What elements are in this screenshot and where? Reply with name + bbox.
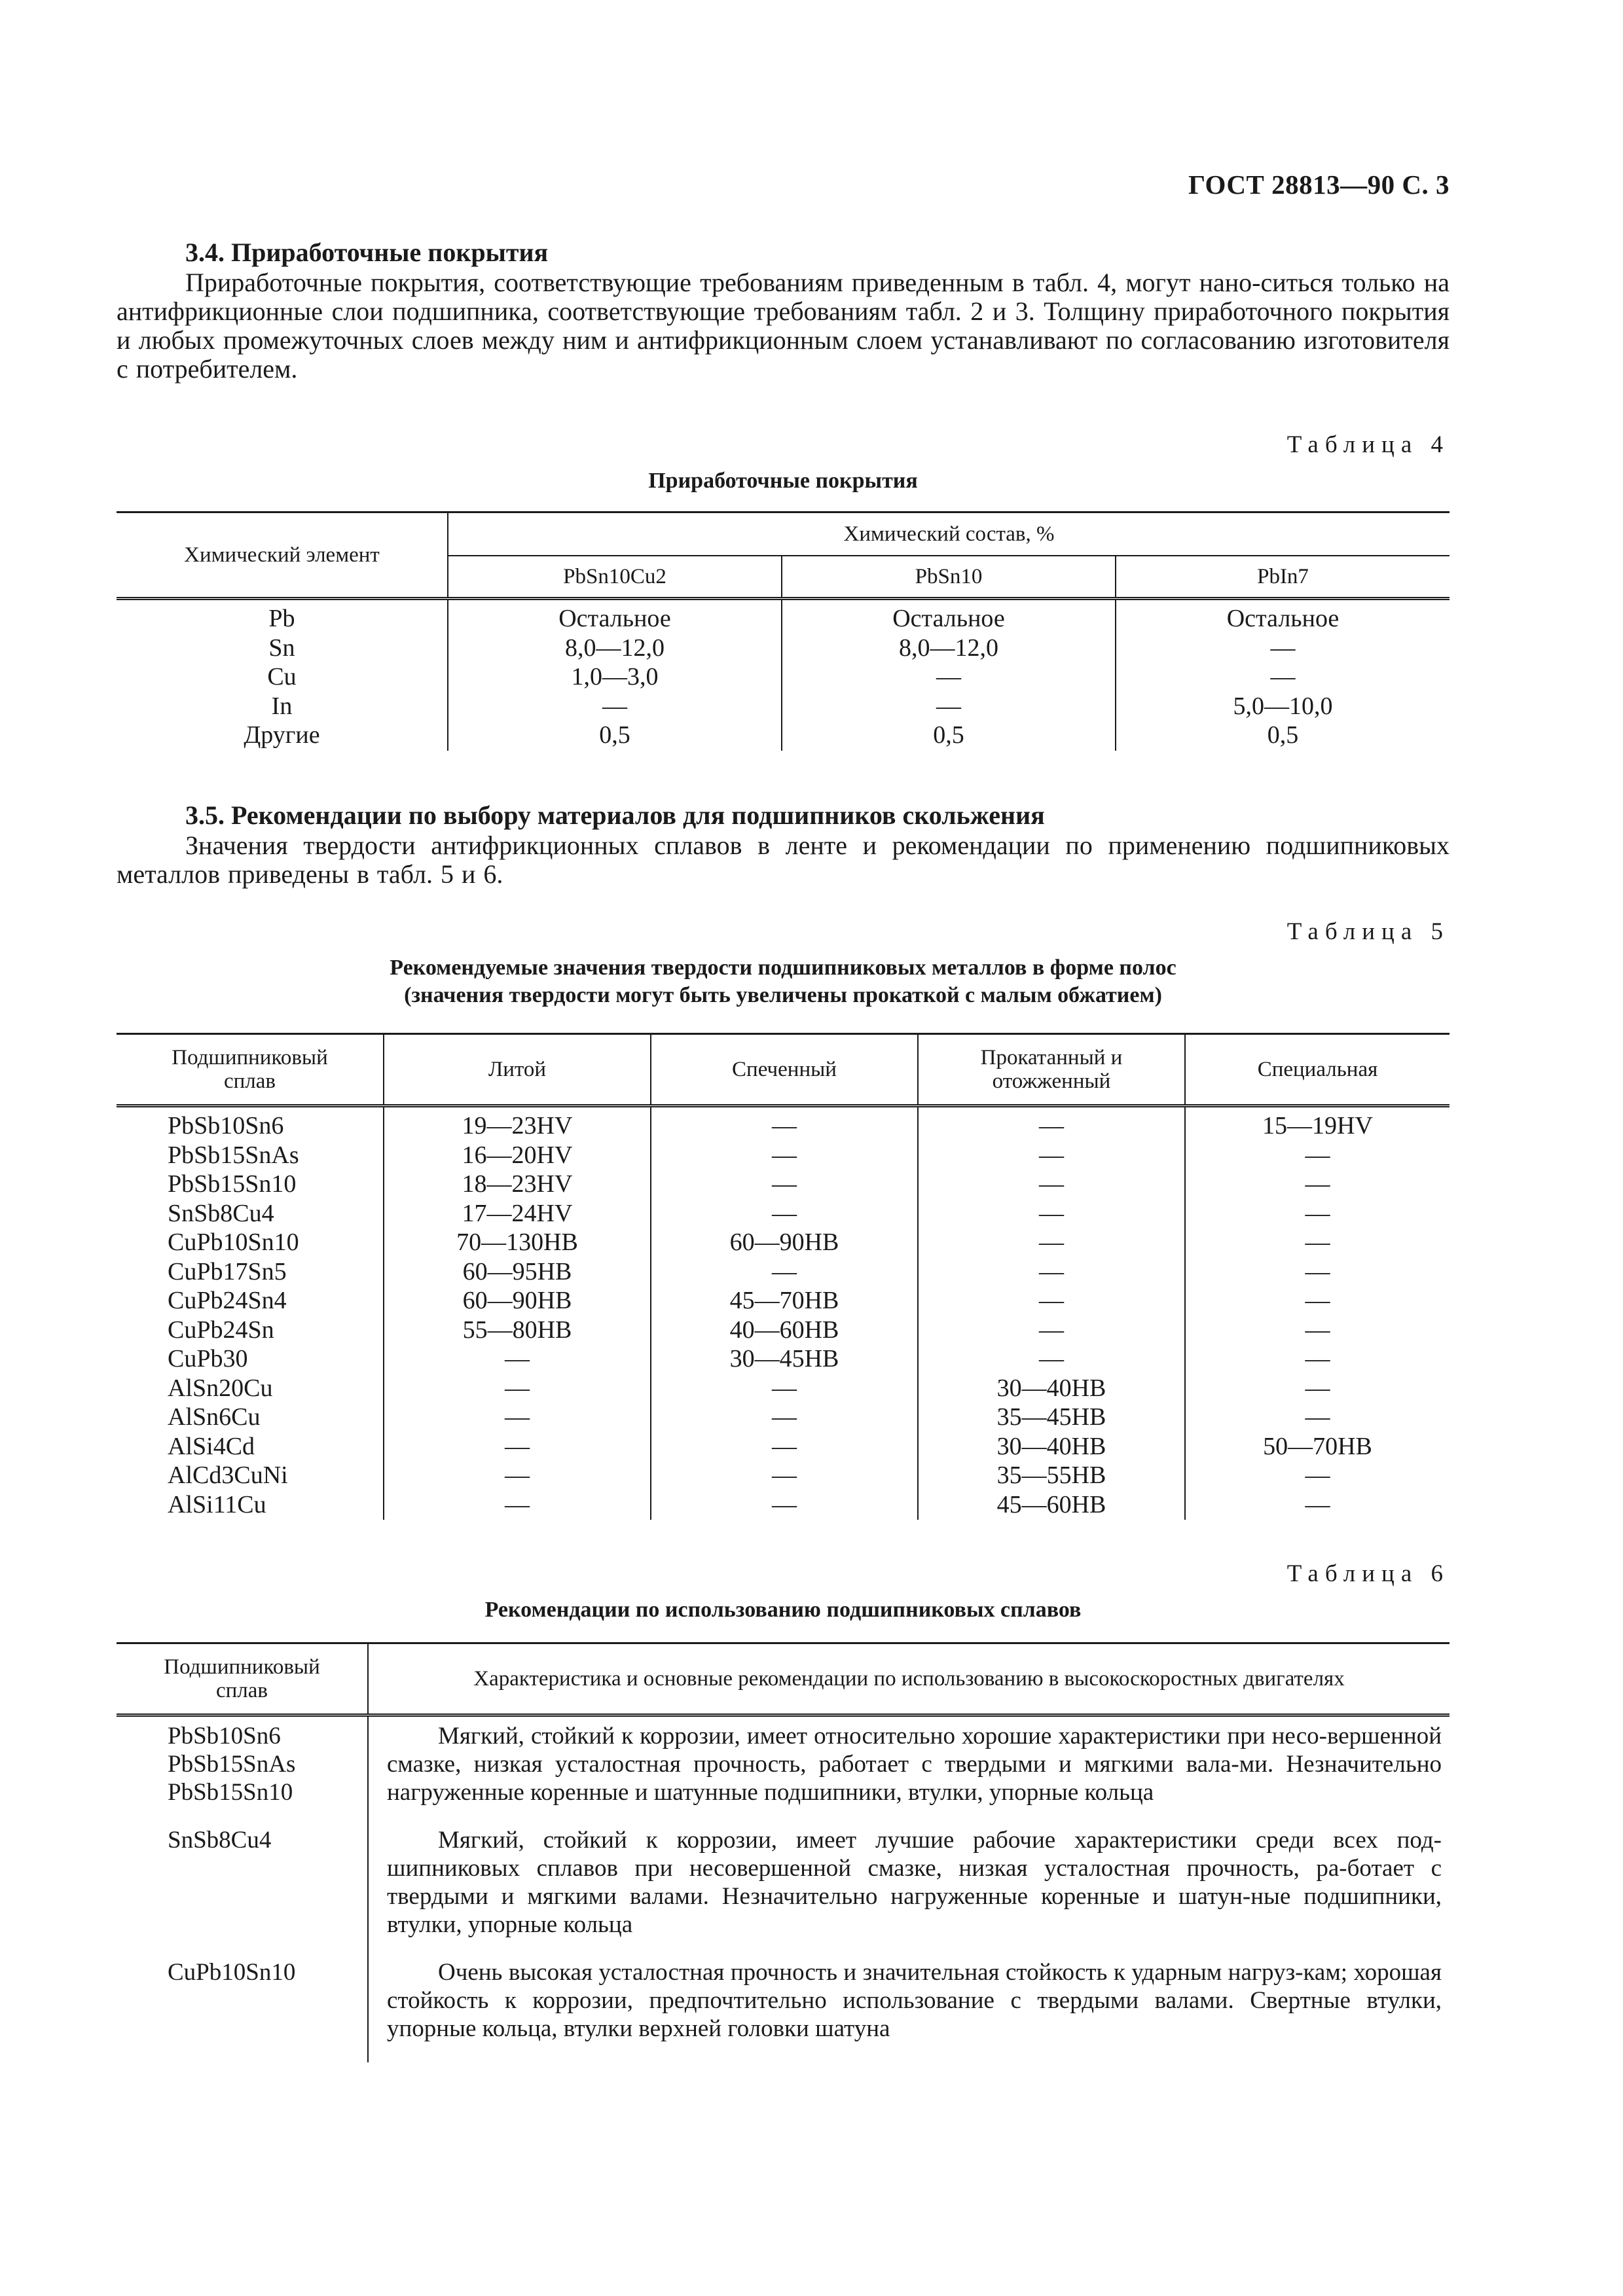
rolled-cell: 35—55HB bbox=[996, 1462, 1106, 1489]
value-cell: — bbox=[1270, 634, 1296, 662]
rolled-cell: — bbox=[1039, 1229, 1064, 1256]
alloy-cell: AlSi11Cu bbox=[168, 1490, 266, 1518]
rolled-cell: — bbox=[1039, 1257, 1064, 1285]
header-description: Характеристика и основные рекомендации по использованию в высокоскоростных двигателях bbox=[368, 1643, 1450, 1715]
special-cell: — bbox=[1305, 1170, 1330, 1198]
rolled-list bbox=[919, 1111, 1184, 1519]
cast-cell: 17—24HV bbox=[462, 1199, 573, 1227]
table-title: Приработочные покрытия bbox=[648, 469, 918, 493]
table-row bbox=[117, 1715, 1450, 1827]
sintered-cell: 40—60HB bbox=[729, 1316, 839, 1344]
header-alloy: Подшипниковый сплав bbox=[164, 1655, 320, 1702]
value-cell: Остальное bbox=[558, 605, 671, 632]
table-6-block bbox=[117, 1561, 1450, 2062]
section-3-5 bbox=[117, 800, 1450, 889]
description-text: Мягкий, стойкий к коррозии, имеет лучшие рабочие характеристики среди всех под-шипниковых сплавов при несовершенной смазке, низкая усталостная прочность, ра-ботает с твердыми и мягкими валами. Незначительно нагруженные коренные и шатун-ные подшипники, втулки, упорные кольца bbox=[387, 1827, 1442, 1938]
value-cell: 1,0—3,0 bbox=[571, 663, 659, 691]
cast-cell: — bbox=[505, 1374, 530, 1402]
element-cell: Sn bbox=[268, 634, 295, 662]
header-column: PbIn7 bbox=[1116, 556, 1450, 599]
alloy-cell: AlSi4Cd bbox=[168, 1432, 255, 1460]
cast-cell: — bbox=[505, 1403, 530, 1431]
rolled-cell: 45—60HB bbox=[996, 1490, 1106, 1518]
alloy-cell: PbSb15Sn10 bbox=[168, 1170, 297, 1198]
alloy-cell: AlSn20Cu bbox=[168, 1374, 273, 1402]
cast-cell: 60—90HB bbox=[462, 1287, 572, 1314]
cast-cell: — bbox=[505, 1462, 530, 1489]
rolled-cell: — bbox=[1039, 1345, 1064, 1372]
value-cell: 8,0—12,0 bbox=[565, 634, 665, 662]
cast-cell: 16—20HV bbox=[462, 1141, 573, 1169]
alloy-cell: PbSb10Sn6 bbox=[168, 1112, 284, 1139]
sintered-cell: — bbox=[772, 1170, 797, 1198]
description-text: Мягкий, стойкий к коррозии, имеет относительно хорошие характеристики при несо-вершенной смазке, низкая усталостная прочность, работает с твердыми и мягкими вала-ми. Незначительно нагруженные коренные и шатунные подшипники, втулки, упорные кольца bbox=[387, 1723, 1442, 1806]
rolled-cell: — bbox=[1039, 1141, 1064, 1169]
header-column: PbSn10Cu2 bbox=[448, 556, 782, 599]
section-title: 3.5. Рекомендации по выбору материалов для подшипников скольжения bbox=[185, 800, 1045, 830]
element-cell: Pb bbox=[268, 605, 295, 632]
sintered-cell: — bbox=[772, 1490, 797, 1518]
cast-cell: 19—23HV bbox=[462, 1112, 573, 1139]
element-list bbox=[117, 604, 447, 750]
rolled-cell: 35—45HB bbox=[996, 1403, 1106, 1431]
table-label: Таблица 5 bbox=[1286, 918, 1450, 945]
value-list bbox=[783, 604, 1114, 750]
alloy-name: PbSb10Sn6 bbox=[168, 1723, 281, 1749]
rolled-cell: 30—40HB bbox=[996, 1432, 1106, 1460]
special-cell: — bbox=[1305, 1316, 1330, 1344]
special-cell: — bbox=[1305, 1490, 1330, 1518]
sintered-cell: — bbox=[772, 1112, 797, 1139]
header-special: Специальная bbox=[1185, 1034, 1450, 1106]
value-cell: — bbox=[602, 692, 627, 720]
alloy-cell bbox=[117, 1958, 368, 2062]
section-paragraph: Значения твердости антифрикционных сплавов в ленте и рекомендации по применению подшипниковых металлов приведены в табл. 5 и 6. bbox=[117, 831, 1450, 889]
sintered-cell: — bbox=[772, 1432, 797, 1460]
value-cell: — bbox=[936, 663, 961, 691]
table-row bbox=[117, 599, 1450, 751]
alloy-cell: CuPb10Sn10 bbox=[168, 1229, 299, 1256]
sintered-cell: — bbox=[772, 1374, 797, 1402]
value-cell: 8,0—12,0 bbox=[899, 634, 998, 662]
value-cell: 0,5 bbox=[599, 721, 630, 749]
sintered-cell: — bbox=[772, 1257, 797, 1285]
alloy-name: CuPb10Sn10 bbox=[168, 1959, 296, 1986]
alloy-name: PbSb15SnAs bbox=[168, 1751, 296, 1778]
value-list bbox=[449, 604, 780, 750]
sintered-list bbox=[652, 1111, 917, 1519]
alloy-cell: CuPb24Sn4 bbox=[168, 1287, 287, 1314]
alloy-list bbox=[168, 1111, 382, 1519]
alloy-name: PbSb15Sn10 bbox=[168, 1779, 293, 1806]
cast-cell: 55—80HB bbox=[462, 1316, 572, 1344]
description-cell bbox=[368, 1958, 1450, 2062]
sintered-cell: 30—45HB bbox=[729, 1345, 839, 1372]
table-6 bbox=[117, 1642, 1450, 2062]
rolled-cell: — bbox=[1039, 1316, 1064, 1344]
value-cell: 5,0—10,0 bbox=[1233, 692, 1333, 720]
alloy-name: SnSb8Cu4 bbox=[168, 1827, 272, 1854]
sintered-cell: 45—70HB bbox=[729, 1287, 839, 1314]
special-cell: — bbox=[1305, 1257, 1330, 1285]
table-5 bbox=[117, 1033, 1450, 1520]
header-alloy: Подшипниковый сплав bbox=[172, 1046, 328, 1093]
alloy-cell: PbSb15SnAs bbox=[168, 1141, 299, 1169]
table-label: Таблица 6 bbox=[1286, 1560, 1450, 1587]
cast-list bbox=[385, 1111, 649, 1519]
table-4-block bbox=[117, 432, 1450, 751]
special-cell: — bbox=[1305, 1345, 1330, 1372]
sintered-cell: 60—90HB bbox=[729, 1229, 839, 1256]
sintered-cell: — bbox=[772, 1141, 797, 1169]
value-cell: 0,5 bbox=[1267, 721, 1299, 749]
special-cell: — bbox=[1305, 1403, 1330, 1431]
value-cell: Остальное bbox=[1226, 605, 1340, 632]
header-sintered: Спеченный bbox=[651, 1034, 918, 1106]
table-row bbox=[117, 1106, 1450, 1520]
cast-cell: 18—23HV bbox=[462, 1170, 573, 1198]
description-text: Очень высокая усталостная прочность и значительная стойкость к ударным нагруз-кам; хорошая стойкость к коррозии, предпочтительно использование с твердыми валами. Свертные втулки, упорные кольца, втулки верхней головки шатуна bbox=[387, 1959, 1442, 2042]
table-row bbox=[117, 1826, 1450, 1958]
alloy-cell: CuPb17Sn5 bbox=[168, 1257, 287, 1285]
rolled-cell: — bbox=[1039, 1199, 1064, 1227]
page-header: ГОСТ 28813—90 С. 3 bbox=[1188, 170, 1450, 200]
table-5-block bbox=[117, 919, 1450, 1520]
sintered-cell: — bbox=[772, 1403, 797, 1431]
element-cell: Cu bbox=[267, 663, 297, 691]
cast-cell: — bbox=[505, 1345, 530, 1372]
table-title: Рекомендации по использованию подшипниковых сплавов bbox=[484, 1598, 1082, 1622]
section-paragraph: Приработочные покрытия, соответствующие требованиям приведенным в табл. 4, могут нано-ситься только на антифрикционные слои подшипника, соответствующие требованиям табл. 2 и 3. Толщину приработочного покрытия и любых промежуточных слоев между ним и антифрикционным слоем устанавливают по согласованию изготовителя с потребителем. bbox=[117, 268, 1450, 384]
rolled-cell: 30—40HB bbox=[996, 1374, 1106, 1402]
section-3-4 bbox=[117, 237, 1450, 384]
alloy-cell: SnSb8Cu4 bbox=[168, 1199, 274, 1227]
cast-cell: 70—130HB bbox=[456, 1229, 578, 1256]
section-title: 3.4. Приработочные покрытия bbox=[185, 238, 549, 267]
header-cast: Литой bbox=[384, 1034, 651, 1106]
element-cell: In bbox=[271, 692, 293, 720]
cast-cell: — bbox=[505, 1432, 530, 1460]
alloy-cell bbox=[117, 1715, 368, 1827]
sintered-cell: — bbox=[772, 1199, 797, 1227]
value-cell: — bbox=[1270, 663, 1296, 691]
header-chemical-composition: Химический состав, % bbox=[448, 512, 1450, 556]
cast-cell: 60—95HB bbox=[462, 1257, 572, 1285]
alloy-cell bbox=[117, 1826, 368, 1958]
special-cell: — bbox=[1305, 1141, 1330, 1169]
rolled-cell: — bbox=[1039, 1170, 1064, 1198]
rolled-cell: — bbox=[1039, 1112, 1064, 1139]
special-cell: — bbox=[1305, 1229, 1330, 1256]
header-chemical-element: Химический элемент bbox=[117, 512, 448, 599]
element-cell: Другие bbox=[244, 721, 320, 749]
special-cell: — bbox=[1305, 1199, 1330, 1227]
value-cell: 0,5 bbox=[933, 721, 964, 749]
table-title-line2: (значения твердости могут быть увеличены прокаткой с малым обжатием) bbox=[404, 983, 1162, 1007]
table-row bbox=[117, 1958, 1450, 2062]
alloy-cell: CuPb24Sn bbox=[168, 1316, 274, 1344]
special-list bbox=[1186, 1111, 1449, 1519]
special-cell: — bbox=[1305, 1287, 1330, 1314]
special-cell: — bbox=[1305, 1374, 1330, 1402]
value-cell: — bbox=[936, 692, 961, 720]
description-cell bbox=[368, 1826, 1450, 1958]
table-4 bbox=[117, 511, 1450, 751]
alloy-cell: AlCd3CuNi bbox=[168, 1462, 288, 1489]
special-cell: — bbox=[1305, 1462, 1330, 1489]
special-cell: 15—19HV bbox=[1262, 1112, 1373, 1139]
header-rolled: Прокатанный и отожженный bbox=[918, 1034, 1185, 1106]
header-column: PbSn10 bbox=[782, 556, 1116, 599]
sintered-cell: — bbox=[772, 1462, 797, 1489]
alloy-cell: AlSn6Cu bbox=[168, 1403, 261, 1431]
description-cell bbox=[368, 1715, 1450, 1827]
value-list bbox=[1117, 604, 1449, 750]
alloy-cell: CuPb30 bbox=[168, 1345, 248, 1372]
value-cell: Остальное bbox=[892, 605, 1005, 632]
rolled-cell: — bbox=[1039, 1287, 1064, 1314]
special-cell: 50—70HB bbox=[1263, 1432, 1372, 1460]
table-title-line1: Рекомендуемые значения твердости подшипниковых металлов в форме полос bbox=[390, 956, 1176, 980]
cast-cell: — bbox=[505, 1490, 530, 1518]
table-label: Таблица 4 bbox=[1286, 431, 1450, 458]
